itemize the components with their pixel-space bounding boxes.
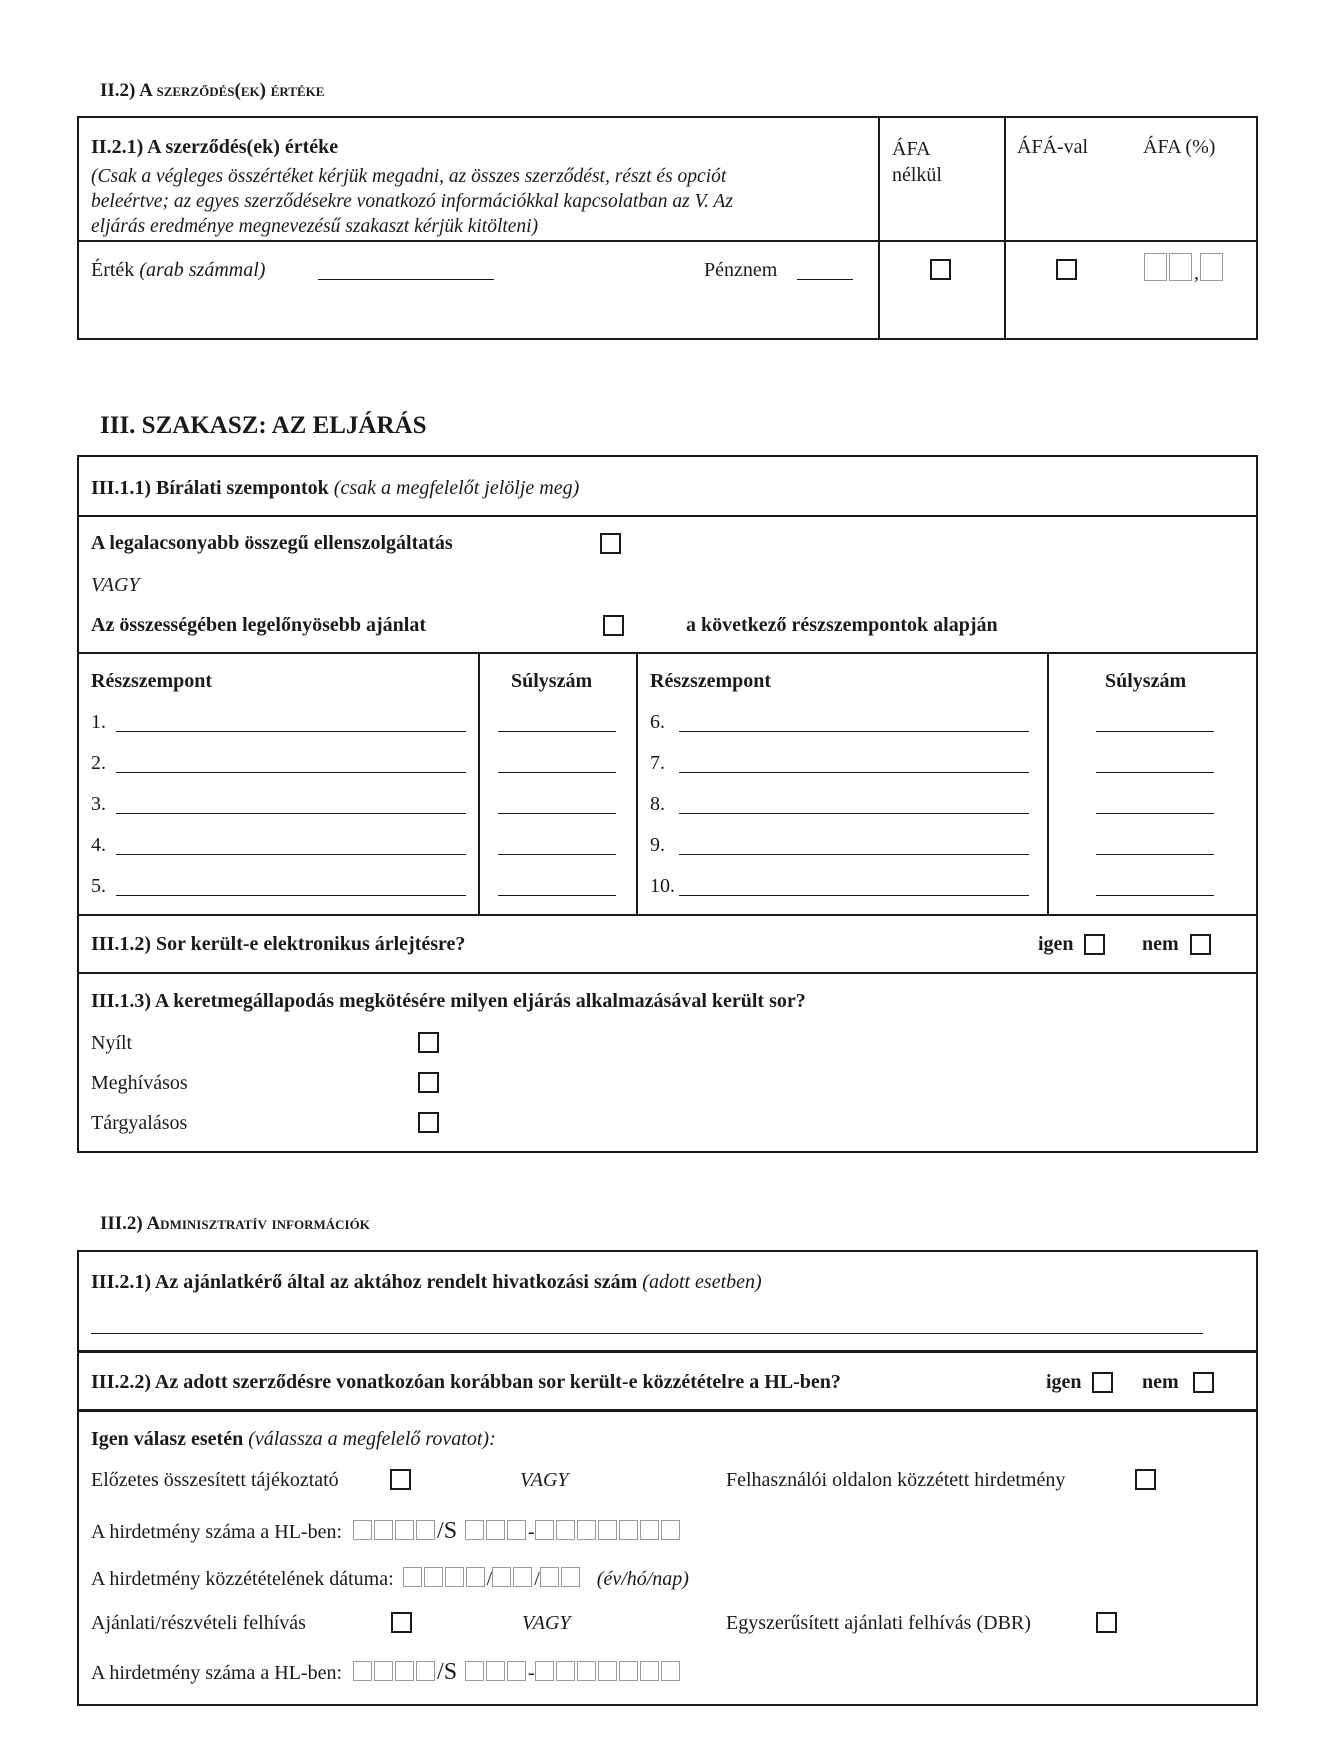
criterion-num: 2. — [91, 752, 106, 774]
digit-box[interactable] — [1169, 253, 1192, 281]
dbr-checkbox[interactable] — [1096, 1612, 1117, 1633]
digit-box[interactable] — [445, 1567, 464, 1587]
digit-box[interactable] — [556, 1661, 575, 1681]
digit-box[interactable] — [598, 1520, 617, 1540]
note-line: eljárás eredménye megnevezésű szakaszt kérjük kitölteni) — [91, 216, 539, 237]
section-title-iii: III. SZAKASZ: AZ ELJÁRÁS — [100, 412, 427, 439]
e-auction-question: III.1.2) Sor került-e elektronikus árlejtésre? — [91, 933, 466, 955]
proc-option-label: Nyílt — [91, 1032, 133, 1054]
digit-box[interactable] — [640, 1520, 659, 1540]
digit-box[interactable] — [374, 1520, 393, 1540]
dash: - — [528, 1662, 535, 1684]
digit-box[interactable] — [466, 1567, 485, 1587]
criterion-num: 6. — [650, 711, 665, 733]
digit-box[interactable] — [492, 1567, 511, 1587]
criterion-num: 4. — [91, 834, 106, 856]
targyalasos-checkbox[interactable] — [418, 1112, 439, 1133]
divider — [77, 1350, 1258, 1353]
igen-label: igen — [1038, 933, 1074, 955]
divider — [77, 1409, 1258, 1412]
lowest-price-label: A legalacsonyabb összegű ellenszolgáltatás — [91, 532, 453, 554]
divider — [77, 972, 1258, 974]
criterion-num: 3. — [91, 793, 106, 815]
weight-input-line[interactable] — [498, 854, 616, 855]
divider — [77, 515, 1258, 517]
prior-publication-question: III.2.2) Az adott szerződésre vonatkozóan korábban sor került-e közzétételre a HL-ben? — [91, 1371, 841, 1393]
value-label — [91, 259, 265, 282]
digit-box[interactable] — [395, 1661, 414, 1681]
prior-info-label: Előzetes összesített tájékoztató — [91, 1469, 339, 1491]
dash: - — [528, 1521, 535, 1543]
weight-input-line[interactable] — [498, 772, 616, 773]
col-afa-pct: ÁFA (%) — [1143, 136, 1216, 158]
digit-box[interactable] — [619, 1661, 638, 1681]
nyilt-checkbox[interactable] — [418, 1032, 439, 1053]
digit-box[interactable] — [1144, 253, 1167, 281]
digit-box[interactable] — [416, 1520, 435, 1540]
buyer-profile-checkbox[interactable] — [1135, 1469, 1156, 1490]
vagy-label: VAGY — [522, 1612, 571, 1634]
criterion-input-line[interactable] — [679, 813, 1029, 814]
criteria-heading — [91, 477, 579, 500]
buyer-profile-label: Felhasználói oldalon közzétett hirdetmény — [726, 1469, 1066, 1491]
notice-number-label: A hirdetmény száma a HL-ben: — [91, 1521, 343, 1543]
digit-box[interactable] — [403, 1567, 422, 1587]
note-line: beleértve; az egyes szerződésekre vonatkozó információkkal kapcsolatban az V. Az — [91, 191, 733, 212]
publication-date-row — [91, 1567, 689, 1591]
digit-box[interactable] — [535, 1661, 554, 1681]
meghivasos-checkbox[interactable] — [418, 1072, 439, 1093]
contract-value-note — [91, 164, 871, 239]
currency-label: Pénznem — [704, 259, 778, 281]
section-title-iii2: III.2) Adminisztratív információk — [100, 1213, 370, 1234]
digit-box[interactable] — [598, 1661, 617, 1681]
col-suly-right: Súlyszám — [1105, 670, 1187, 692]
digit-box[interactable] — [535, 1520, 554, 1540]
afa-nelkul-checkbox[interactable] — [930, 259, 951, 280]
yes-heading-text: Igen válasz esetén — [91, 1428, 244, 1450]
digit-box[interactable] — [353, 1520, 372, 1540]
digit-box[interactable] — [577, 1520, 596, 1540]
weight-input-line[interactable] — [1096, 813, 1214, 814]
afaval-checkbox[interactable] — [1056, 259, 1077, 280]
criteria-hint: (csak a megfelelőt jelölje meg) — [333, 477, 580, 499]
col-afaval: ÁFÁ-val — [1017, 136, 1089, 158]
date-hint: (év/hó/nap) — [596, 1568, 689, 1590]
nem-label: nem — [1142, 933, 1179, 955]
procedure-type-question: III.1.3) A keretmegállapodás megkötésére milyen eljárás alkalmazásával került sor? — [91, 990, 806, 1012]
divider — [1047, 652, 1049, 914]
call-checkbox[interactable] — [391, 1612, 412, 1633]
weight-input-line[interactable] — [498, 895, 616, 896]
digit-box[interactable] — [640, 1661, 659, 1681]
best-offer-suffix: a következő részszempontok alapján — [686, 614, 998, 636]
digit-box[interactable] — [465, 1520, 484, 1540]
divider — [878, 116, 880, 340]
criterion-num: 9. — [650, 834, 665, 856]
col-label: ÁFA — [892, 138, 931, 160]
digit-box[interactable] — [507, 1661, 526, 1681]
criterion-input-line[interactable] — [679, 772, 1029, 773]
criteria-heading-text: III.1.1) Bírálati szempontok — [91, 477, 329, 499]
slash: / — [534, 1568, 540, 1590]
weight-input-line[interactable] — [1096, 772, 1214, 773]
yes-hint: (válassza a megfelelő rovatot): — [248, 1428, 496, 1450]
digit-box[interactable] — [661, 1661, 680, 1681]
digit-box[interactable] — [556, 1520, 575, 1540]
yes-heading — [91, 1428, 496, 1451]
ref-number-hint: (adott esetben) — [642, 1271, 762, 1293]
ref-number-heading — [91, 1271, 762, 1294]
divider — [478, 652, 480, 914]
currency-input-line[interactable] — [797, 279, 853, 280]
criterion-input-line[interactable] — [679, 731, 1029, 732]
criterion-num: 7. — [650, 752, 665, 774]
prior-pub-nem-checkbox[interactable] — [1193, 1372, 1214, 1393]
divider — [77, 914, 1258, 916]
digit-box[interactable] — [374, 1661, 393, 1681]
procedure-box — [77, 455, 1258, 1153]
digit-box[interactable] — [353, 1661, 372, 1681]
col-afa-nelkul — [892, 136, 942, 188]
digit-box[interactable] — [561, 1567, 580, 1587]
slash-s: /S — [437, 1659, 458, 1685]
digit-box[interactable] — [513, 1567, 532, 1587]
digit-box[interactable] — [507, 1520, 526, 1540]
lowest-price-checkbox[interactable] — [600, 533, 621, 554]
notice-number-row-2 — [91, 1659, 682, 1686]
proc-option-label: Meghívásos — [91, 1072, 188, 1094]
col-label: nélkül — [892, 164, 942, 186]
call-label: Ajánlati/részvételi felhívás — [91, 1612, 306, 1634]
digit-box[interactable] — [465, 1661, 484, 1681]
criterion-input-line[interactable] — [116, 813, 466, 814]
criterion-num: 8. — [650, 793, 665, 815]
criterion-num: 5. — [91, 875, 106, 897]
note-line: (Csak a végleges összértéket kérjük megadni, az összes szerződést, részt és opciót — [91, 166, 727, 187]
comma: , — [1194, 262, 1199, 284]
value-input-line[interactable] — [318, 279, 494, 280]
digit-box[interactable] — [395, 1520, 414, 1540]
criterion-input-line[interactable] — [679, 854, 1029, 855]
prior-pub-igen-checkbox[interactable] — [1092, 1372, 1113, 1393]
vagy-label: VAGY — [91, 574, 140, 596]
digit-box[interactable] — [1200, 253, 1223, 281]
value-hint: (arab számmal) — [139, 259, 266, 281]
e-auction-igen-checkbox[interactable] — [1084, 934, 1105, 955]
criterion-input-line[interactable] — [116, 854, 466, 855]
criterion-input-line[interactable] — [679, 895, 1029, 896]
ref-number-heading-text: III.2.1) Az ajánlatkérő által az aktához rendelt hivatkozási szám — [91, 1271, 638, 1293]
weight-input-line[interactable] — [498, 813, 616, 814]
col-resz-left: Részszempont — [91, 670, 213, 692]
nem-label: nem — [1142, 1371, 1179, 1393]
criterion-input-line[interactable] — [116, 895, 466, 896]
divider — [77, 652, 1258, 654]
igen-label: igen — [1046, 1371, 1082, 1393]
weight-input-line[interactable] — [1096, 895, 1214, 896]
contract-value-heading: II.2.1) A szerződés(ek) értéke — [91, 136, 339, 158]
divider — [77, 240, 1258, 242]
e-auction-nem-checkbox[interactable] — [1190, 934, 1211, 955]
section-title-ii2: II.2) A szerződés(ek) értéke — [100, 80, 325, 101]
notice-number-label: A hirdetmény száma a HL-ben: — [91, 1662, 343, 1684]
divider — [636, 652, 638, 914]
ref-number-input-line[interactable] — [91, 1333, 1203, 1334]
best-offer-checkbox[interactable] — [603, 615, 624, 636]
prior-info-checkbox[interactable] — [390, 1469, 411, 1490]
digit-box[interactable] — [486, 1661, 505, 1681]
criterion-num: 1. — [91, 711, 106, 733]
proc-option-label: Tárgyalásos — [91, 1112, 188, 1134]
publication-date-label: A hirdetmény közzétételének dátuma: — [91, 1568, 394, 1590]
vagy-label: VAGY — [520, 1469, 569, 1491]
digit-box[interactable] — [577, 1661, 596, 1681]
col-suly-left: Súlyszám — [511, 670, 593, 692]
digit-box[interactable] — [416, 1661, 435, 1681]
notice-number-row — [91, 1518, 682, 1545]
digit-box[interactable] — [661, 1520, 680, 1540]
slash-s: /S — [437, 1518, 458, 1544]
criterion-input-line[interactable] — [116, 731, 466, 732]
value-label-text: Érték — [91, 259, 135, 281]
criterion-num: 10. — [650, 875, 675, 897]
weight-input-line[interactable] — [1096, 854, 1214, 855]
weight-input-line[interactable] — [1096, 731, 1214, 732]
criterion-input-line[interactable] — [116, 772, 466, 773]
col-resz-right: Részszempont — [650, 670, 772, 692]
digit-box[interactable] — [424, 1567, 443, 1587]
slash: / — [486, 1568, 493, 1590]
digit-box[interactable] — [486, 1520, 505, 1540]
afa-pct-field[interactable] — [1144, 253, 1225, 285]
digit-box[interactable] — [619, 1520, 638, 1540]
digit-box[interactable] — [540, 1567, 559, 1587]
divider — [1004, 116, 1006, 340]
dbr-label: Egyszerűsített ajánlati felhívás (DBR) — [726, 1612, 1031, 1634]
weight-input-line[interactable] — [498, 731, 616, 732]
best-offer-label: Az összességében legelőnyösebb ajánlat — [91, 614, 426, 636]
